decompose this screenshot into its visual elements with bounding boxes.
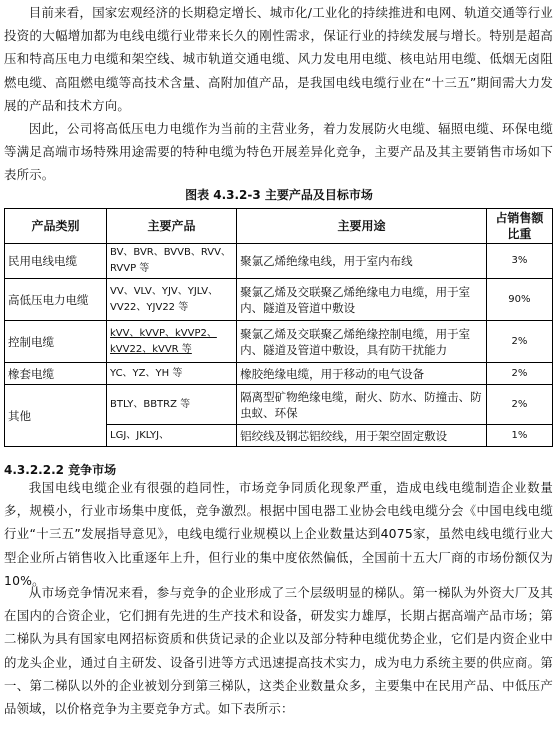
cell-products: VV、VLV、YJV、YJLV、VV22、YJV22 等 — [107, 279, 237, 321]
cell-use: 隔离型矿物绝缘电缆，耐火、防水、防撞击、防虫蚁、环保 — [237, 385, 487, 425]
table-row — [5, 363, 553, 385]
cell-products: YC、YZ、YH 等 — [107, 363, 237, 385]
cell-use: 铝绞线及钢芯铝绞线，用于架空固定敷设 — [237, 425, 487, 447]
cell-use: 聚氯乙烯及交联聚乙烯绝缘电力电缆，用于室内、隧道及管道中敷设 — [237, 279, 487, 321]
cell-category: 民用电线电缆 — [5, 244, 107, 279]
cell-use: 聚氯乙烯绝缘电线，用于室内布线 — [237, 244, 487, 279]
cell-products: kVV、kVVP、kVVP2、kVV22、kVVR 等 — [107, 321, 237, 363]
paragraph-main-business: 因此，公司将高低压电力电缆作为当前的主营业务，着力发展防火电缆、辐照电缆、环保电缆等满足高端市场特殊用途需要的特种电缆为特色开展差异化竞争，主要产品及其主要销售市场如下表所示。 — [4, 121, 553, 183]
table-row — [5, 244, 553, 279]
table-row — [5, 279, 553, 321]
header-share: 占销售额比重 — [486, 209, 552, 244]
table-row — [5, 321, 553, 363]
cell-category: 其他 — [5, 385, 107, 447]
cell-share: 2% — [486, 363, 552, 385]
header-category: 产品类别 — [5, 209, 107, 244]
cell-category: 高低压电力电缆 — [5, 279, 107, 321]
cell-share: 2% — [486, 385, 552, 425]
cell-share: 1% — [486, 425, 552, 447]
cell-products: BTLY、BBTRZ 等 — [107, 385, 237, 425]
cell-products: BV、BVR、BVVB、RVV、RVVP 等 — [107, 244, 237, 279]
cell-share: 2% — [486, 321, 552, 363]
table-header-row — [5, 209, 553, 244]
cell-category: 橡套电缆 — [5, 363, 107, 385]
header-products: 主要产品 — [107, 209, 237, 244]
paragraph-macro-outlook: 目前来看，国家宏观经济的长期稳定增长、城市化/工业化的持续推进和电网、轨道交通等行业投资的大幅增加都为电线电缆行业带来长久的刚性需求，保证行业的持续发展与增长。特别是超高压和特高压电力电缆和架空线、城市轨道交通电缆、风力发电用电缆、核电站用电缆、低烟无卤阻燃电缆、高阻燃电缆等高技术含量、高附加值产品，是我国电线电缆行业在“十三五”期间需大力发展的产品和技术方向。 — [4, 5, 553, 113]
table-caption: 图表 4.3.2-3 主要产品及目标市场 — [185, 188, 373, 202]
paragraph-competition-overview: 我国电线电缆企业有很强的趋同性，市场竞争同质化现象严重，造成电线电缆制造企业数量多，规模小，行业市场集中度低，竞争激烈。根据中国电器工业协会电线电缆分会《中国电线电缆行业“十三五”发展指导意见》，电线电缆行业规模以上企业数量达到4075家，虽然电线电缆行业大型企业所占销售收入比重逐年上升，但行业的集中度依然偏低，全国前十五大厂商的市场份额仅为10%。 — [4, 480, 553, 588]
table-row — [5, 385, 553, 425]
paragraph-competition-tiers: 从市场竞争情况来看，参与竞争的企业形成了三个层级明显的梯队。第一梯队为外资大厂及其在国内的合资企业，它们拥有先进的生产技术和设备，研发实力雄厚，长期占据高端产品市场；第二梯队为具有国家电网招标资质和供货记录的企业以及部分特种电缆优势企业，它们是内资企业中的龙头企业，通过自主研发、设备引进等方式迅速提高技术实力，成为电力系统主要的供应商。第一、第二梯队以外的企业被划分到第三梯队，这类企业数量众多，主要集中在民用产品、中低压产品领域，以价格竞争为主要竞争方式。如下表所示： — [4, 585, 553, 717]
cell-products: LGJ、JKLYJ、 — [107, 425, 237, 447]
cell-category: 控制电缆 — [5, 321, 107, 363]
section-heading: 4.3.2.2.2 竞争市场 — [4, 463, 117, 477]
cell-use: 橡胶绝缘电缆，用于移动的电气设备 — [237, 363, 487, 385]
products-table — [4, 208, 553, 447]
cell-use: 聚氯乙烯及交联聚乙烯绝缘控制电缆，用于室内、隧道及管道中敷设，具有防干扰能力 — [237, 321, 487, 363]
header-use: 主要用途 — [237, 209, 487, 244]
cell-share: 90% — [486, 279, 552, 321]
cell-share: 3% — [486, 244, 552, 279]
